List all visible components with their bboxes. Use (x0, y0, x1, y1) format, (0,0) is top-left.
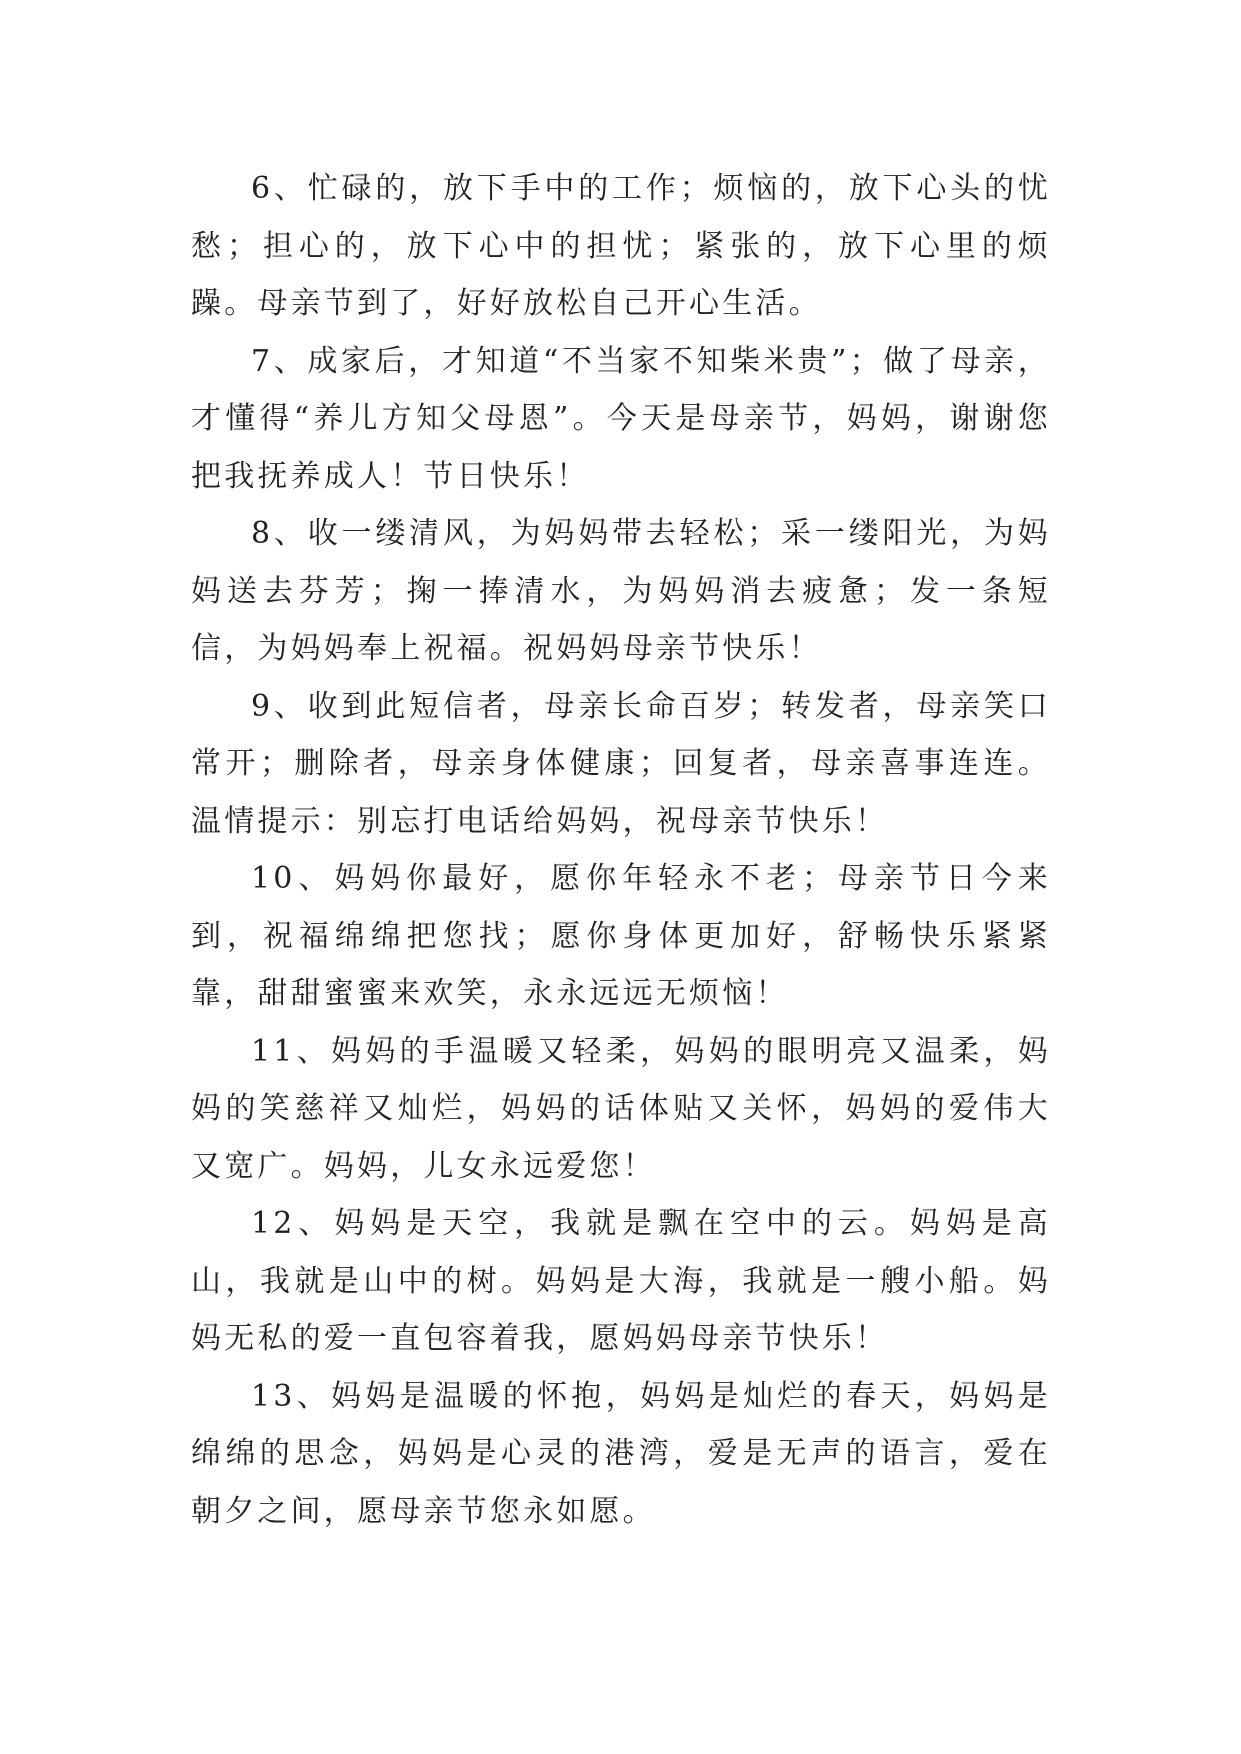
paragraph-8: 8、收一缕清风，为妈妈带去轻松；采一缕阳光，为妈妈送去芬芳；掬一捧清水，为妈妈消去疲惫；发一条短信，为妈妈奉上祝福。祝妈妈母亲节快乐！ (191, 516, 1051, 666)
paragraph-12: 12、妈妈是天空，我就是飘在空中的云。妈妈是高山，我就是山中的树。妈妈是大海，我就是一艘小船。妈妈无私的爱一直包容着我，愿妈妈母亲节快乐！ (191, 1206, 1051, 1356)
paragraph-7: 7、成家后，才知道“不当家不知柴米贵”；做了母亲，才懂得“养儿方知父母恩”。今天是母亲节，妈妈，谢谢您把我抚养成人！节日快乐！ (191, 343, 1051, 494)
paragraph-10: 10、妈妈你最好，愿你年轻永不老；母亲节日今来到，祝福绵绵把您找；愿你身体更加好，舒畅快乐紧紧靠，甜甜蜜蜜来欢笑，永永远远无烦恼！ (191, 861, 1051, 1011)
paragraph-13: 13、妈妈是温暖的怀抱，妈妈是灿烂的春天，妈妈是绵绵的思念，妈妈是心灵的港湾，爱是无声的语言，爱在朝夕之间，愿母亲节您永如愿。 (191, 1378, 1051, 1529)
document-body (191, 160, 1051, 1540)
paragraph-11: 11、妈妈的手温暖又轻柔，妈妈的眼明亮又温柔，妈妈的笑慈祥又灿烂，妈妈的话体贴又关怀，妈妈的爱伟大又宽广。妈妈，儿女永远爱您！ (191, 1033, 1051, 1184)
paragraph-9: 9、收到此短信者，母亲长命百岁；转发者，母亲笑口常开；删除者，母亲身体健康；回复者，母亲喜事连连。温情提示：别忘打电话给妈妈，祝母亲节快乐！ (191, 688, 1051, 839)
paragraph-6: 6、忙碌的，放下手中的工作；烦恼的，放下心头的忧愁；担心的，放下心中的担忧；紧张的，放下心里的烦躁。母亲节到了，好好放松自己开心生活。 (191, 171, 1051, 321)
